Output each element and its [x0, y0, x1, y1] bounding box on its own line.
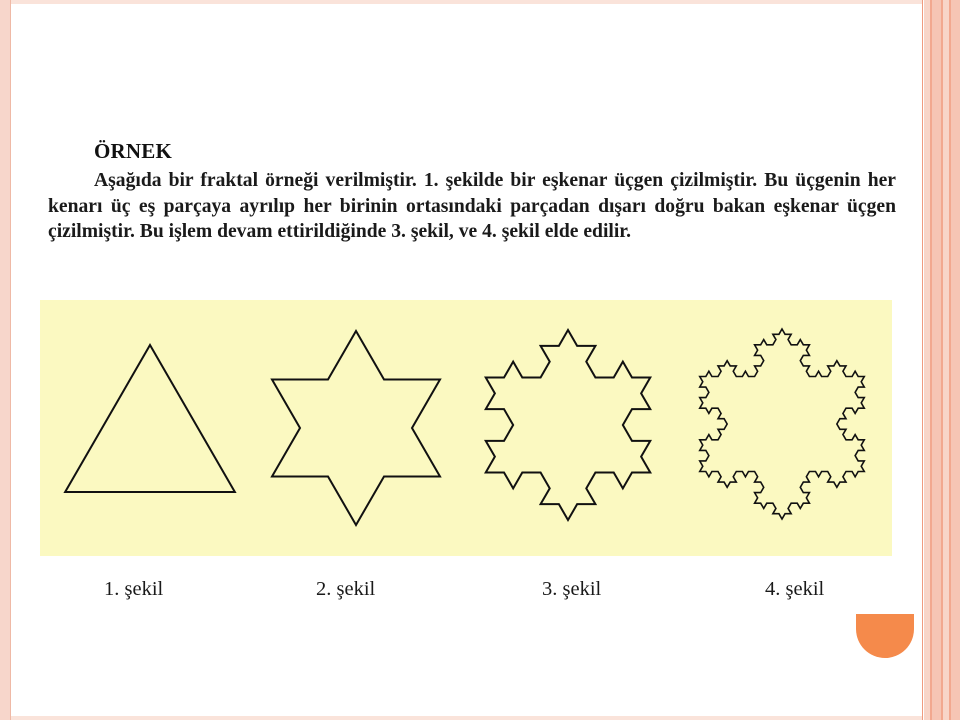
koch-figure-3-snowflake — [486, 330, 651, 520]
fractal-figure-panel — [40, 300, 892, 556]
figure-caption-1: 1. şekil — [104, 578, 164, 600]
figure-caption-4: 4. şekil — [765, 578, 825, 600]
figure-caption-3: 3. şekil — [542, 578, 602, 600]
koch-figure-1-triangle — [65, 345, 235, 492]
example-heading: ÖRNEK — [94, 139, 173, 163]
figure-caption-2: 2. şekil — [316, 578, 376, 600]
koch-figure-4-snowflake — [700, 329, 865, 519]
koch-snowflake-figures — [40, 300, 892, 556]
koch-figure-2-star — [272, 331, 440, 525]
example-paragraph: Aşağıda bir fraktal örneği verilmiştir. 1. şekilde bir eşkenar üçgen çizilmiştir. Bu üçgenin her kenarı üç eş parçaya ayrılıp her birinin ortasındaki parçadan dışarı doğru bakan eşkenar üçgen çizilmiştir. Bu işlem devam ettirildiğinde 3. şekil, ve 4. şekil elde edilir. — [48, 170, 896, 242]
